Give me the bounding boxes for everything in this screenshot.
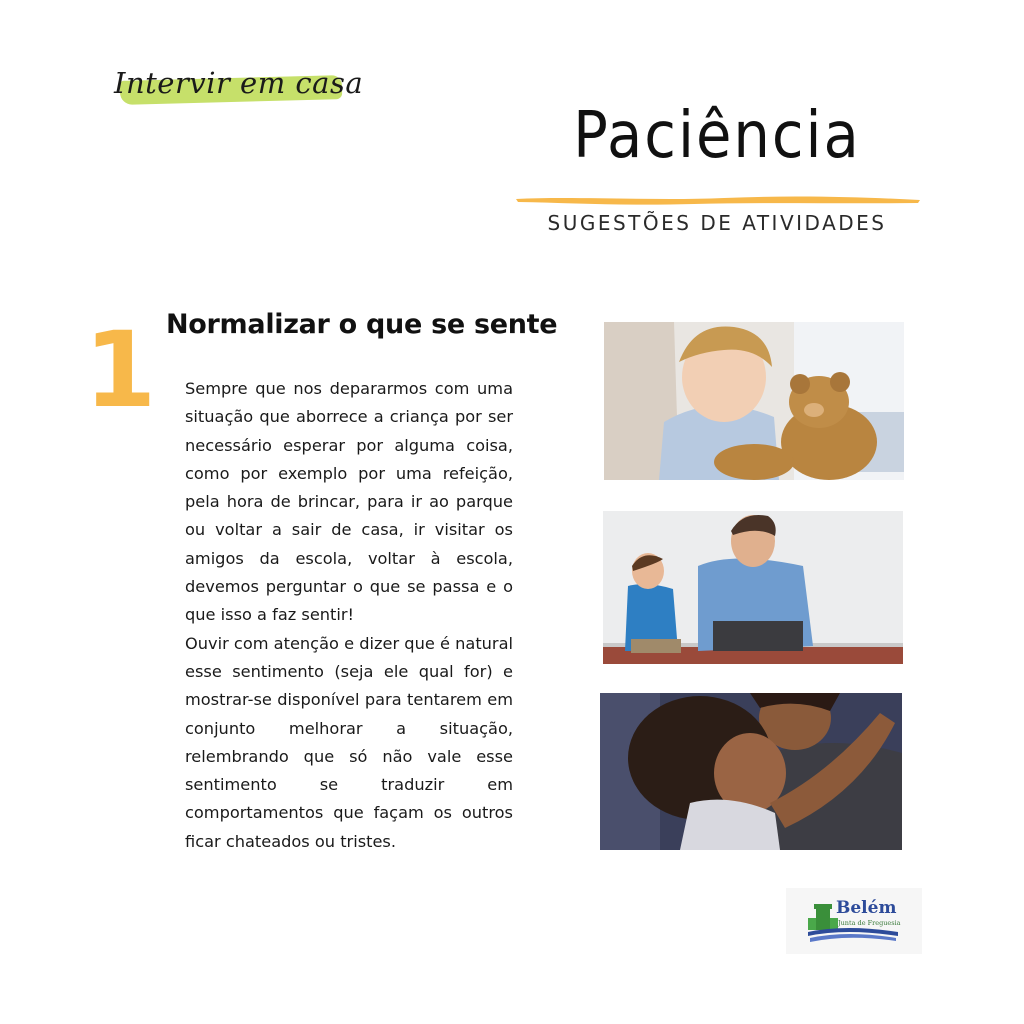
body-paragraph: Sempre que nos depararmos com uma situação que aborrece a criança por ser necessário esperar por alguma coisa, como por exemplo por uma refeição, pela hora de brincar, para ir ao parque ou voltar a sair de casa, ir visitar os amigos da escola, voltar à escola, devemos perguntar o que se passa e o que isso a faz sentir! xyxy=(185,379,513,625)
logo-subtitle: Junta de Freguesia xyxy=(838,919,901,927)
section-heading: Normalizar o que se sente xyxy=(166,309,558,340)
yellow-brush-underline xyxy=(514,194,922,206)
body-paragraph: Ouvir com atenção e dizer que é natural esse sentimento (seja ele qual for) e mostrar-se disponível para tentarem em conjunto melhorar a situação, relembrando que só não vale esse sentimento se traduzir em comportamentos que façam os outros ficar chateados ou tristes. xyxy=(185,633,513,851)
brand-tag-text: Intervir em casa xyxy=(114,66,364,100)
brand-tag xyxy=(108,58,364,110)
section-body xyxy=(185,375,513,856)
photo-father-and-son xyxy=(603,511,903,664)
photo-mother-daughter-hug xyxy=(600,693,902,850)
logo-name: Belém xyxy=(836,898,897,918)
photo-child-with-teddy-bear xyxy=(604,322,904,480)
belem-logo xyxy=(786,888,922,954)
page-subtitle: SUGESTÕES DE ATIVIDADES xyxy=(547,211,887,235)
page-title: Paciência xyxy=(573,99,861,173)
section-number: 1 xyxy=(84,309,157,431)
